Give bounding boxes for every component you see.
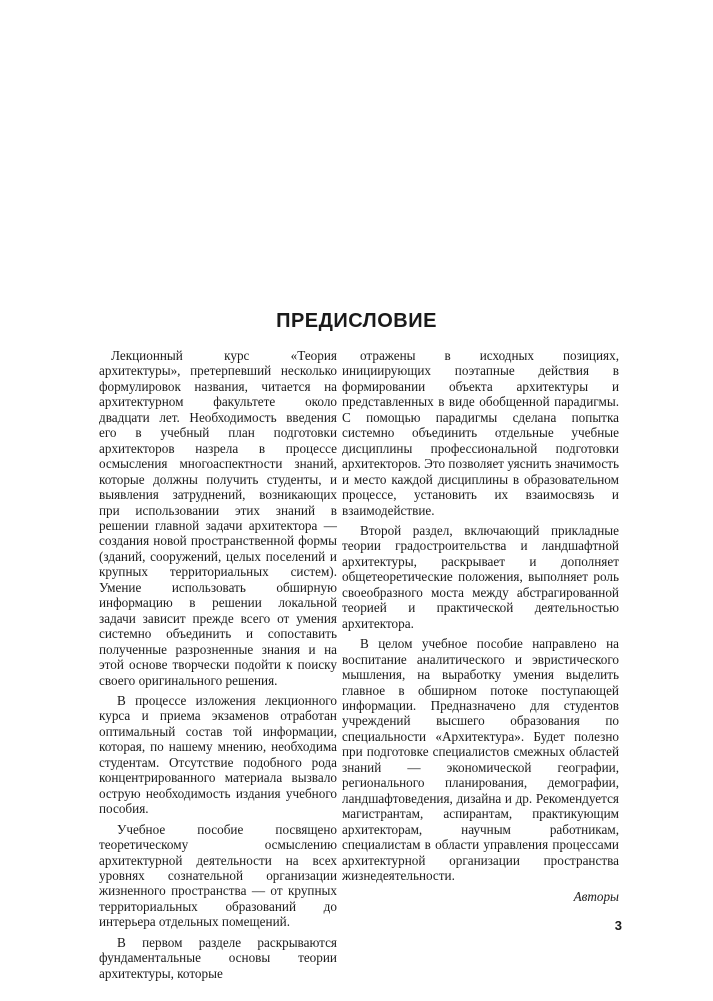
left-column [99,348,337,981]
paragraph: В процессе изложения лекционного курса и приема экзаменов отработан оптимальный состав той информации, которая, по нашему мнению, необходима студентам. Отсутствие подобного рода концентрированного материала вызвало острую необходимость издания учебного пособия. [99,692,337,817]
paragraph: Лекционный курс «Теория архитектуры», претерпевший несколько формулировок названия, читается на архитектурном факультете около двадцати лет. Необходимость введения его в учебный план подготовки архитекторов назрела в процессе осмысления многоаспектности знаний, которые должны получить студенты, и выявления затруднений, возникающих при использовании этих знаний в решении главной задачи архитектора — создания новой пространственной формы (зданий, сооружений, целых поселений и крупных территориальных систем). Умение использовать обширную информацию в решении локальной задачи зависит прежде всего от умения системно объединить и сопоставить полученные разрозненные знания и на этой основе творчески подойти к поиску своего оригинального решения. [99,348,337,688]
right-column [342,348,619,905]
paragraph: В первом разделе раскрываются фундаментальные основы теории архитектуры, которые [99,934,337,981]
paragraph: Второй раздел, включающий прикладные теории градостроительства и ландшафтной архитектуры, раскрывает и дополняет общетеоретические положения, выполняет роль своеобразного моста между абстрагированной теорией и практической деятельностью архитектора. [342,522,619,631]
authors-signature: Авторы [573,889,619,905]
paragraph: В целом учебное пособие направлено на воспитание аналитического и эвристического мышления, на выработку умения выделить главное в обширном потоке поступающей информации. Предназначено для студентов учреждений высшего образования по специальности «Архитектура». Будет полезно при подготовке специалистов смежных областей знаний — экономической географии, регионального планирования, демографии, ландшафтоведения, дизайна и др. Рекомендуется магистрантам, аспирантам, практикующим архитекторам, научным работникам, специалистам в области управления процессами архитектурной организации пространства жизнедеятельности. [342,636,619,883]
paragraph: отражены в исходных позициях, инициирующих поэтапные действия в формировании объекта архитектуры и представленных в виде обобщенной парадигмы. С помощью парадигмы сделана попытка системно объединить отдельные учебные дисциплины профессиональной подготовки архитекторов. Это позволяет уяснить значимость и место каждой дисциплины в образовательном процессе, установить их взаимосвязь и взаимодействие. [342,348,619,518]
page-number: 3 [614,918,622,933]
paragraph: Учебное пособие посвящено теоретическому осмыслению архитектурной деятельности на всех уровнях сознательной организации жизненного пространства — от крупных территориальных образований до интерьера отдельных помещений. [99,821,337,930]
page-title: ПРЕДИСЛОВИЕ [276,310,437,332]
